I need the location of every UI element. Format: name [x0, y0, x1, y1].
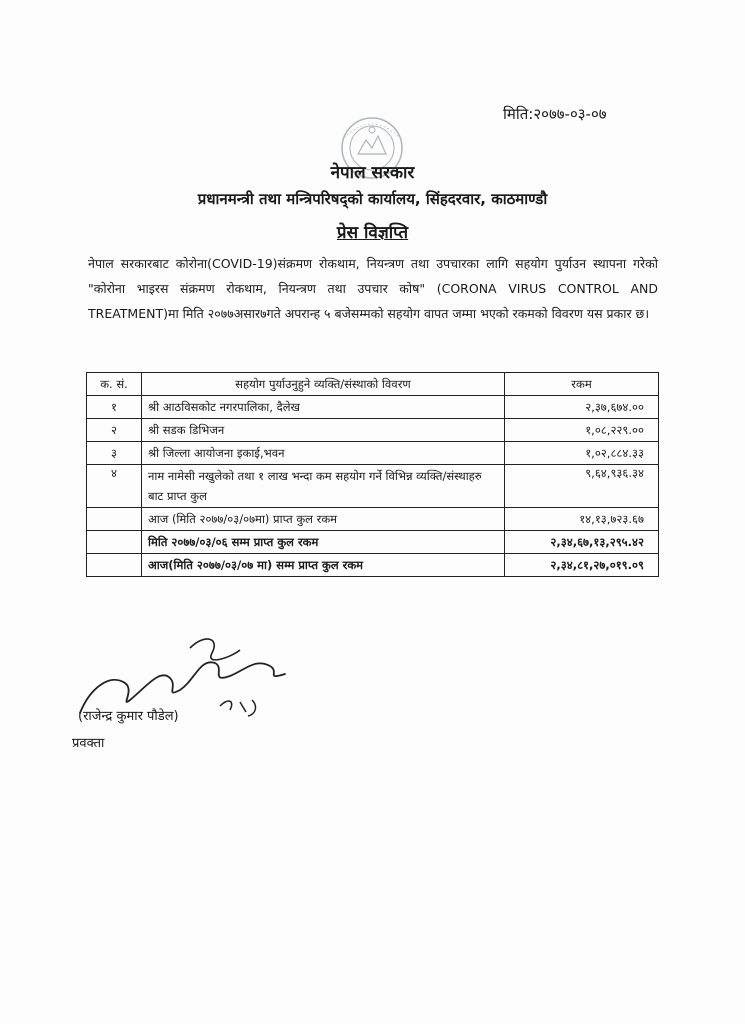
row-amount: १,०८,२२९.०० — [505, 419, 659, 442]
row-sn: १ — [87, 396, 142, 419]
press-release-title: प्रेस विज्ञप्ति — [336, 223, 409, 243]
row-description: श्री सडक डिभिजन — [142, 419, 505, 442]
empty-cell — [87, 531, 142, 554]
table-row — [87, 396, 659, 419]
row-sn: ३ — [87, 442, 142, 465]
table-row — [87, 419, 659, 442]
table-row — [87, 465, 659, 508]
total-amount: २,३४,६७,१३,२९५.४२ — [505, 531, 659, 554]
total-description: आज(मिति २०७७/०३/०७ मा) सम्म प्राप्त कुल रकम — [142, 554, 505, 577]
header-press-release — [0, 220, 745, 243]
header-government: नेपाल सरकार — [330, 163, 415, 183]
row-amount: १,०२,८८४.३३ — [505, 442, 659, 465]
table-row — [87, 442, 659, 465]
total-row-today — [87, 508, 659, 531]
empty-cell — [87, 508, 142, 531]
total-amount: १४,१३,७२३.६७ — [505, 508, 659, 531]
header-sn: क. सं. — [87, 373, 142, 396]
total-row-previous — [87, 531, 659, 554]
row-sn: २ — [87, 419, 142, 442]
table-header-row — [87, 373, 659, 396]
header-office: प्रधानमन्त्री तथा मन्त्रिपरिषद्को कार्यालय, सिंहदरवार, काठमाण्डौ — [197, 190, 548, 208]
row-amount: २,३७,६७४.०० — [505, 396, 659, 419]
header-amount: रकम — [505, 373, 659, 396]
empty-cell — [87, 554, 142, 577]
row-amount: ९,६४,९३६.३४ — [505, 465, 659, 508]
signatory-role: प्रवक्ता — [72, 736, 105, 751]
total-row-cumulative — [87, 554, 659, 577]
header-description: सहयोग पुर्याउनुहुने व्यक्ति/संस्थाको विवरण — [142, 373, 505, 396]
total-description: आज (मिति २०७७/०३/०७मा) प्राप्त कुल रकम — [142, 508, 505, 531]
signatory-name: (राजेन्द्र कुमार पौडेल) — [78, 709, 179, 724]
row-sn: ४ — [87, 465, 142, 508]
row-description: श्री आठविसकोट नगरपालिका, दैलेख — [142, 396, 505, 419]
body-paragraph: नेपाल सरकारबाट कोरोना(COVID-19)संक्रमण रोकथाम, नियन्त्रण तथा उपचारका लागि सहयोग पुर्याउन स्थापना गरेको "कोरोना भाइरस संक्रमण रोकथाम, नियन्त्रण तथा उपचार कोष" (CORONA VIRUS CONTROL AND TREATMENT)मा मिति २०७७असार७गते अपरान्ह ५ बजेसम्मको सहयोग वापत जम्मा भएको रकमको विवरण यस प्रकार छ। — [88, 256, 658, 321]
donation-table — [86, 372, 659, 577]
document-date: मिति:२०७७-०३-०७ — [503, 105, 607, 123]
total-amount: २,३४,८१,२७,०१९.०९ — [505, 554, 659, 577]
row-description: श्री जिल्ला आयोजना इकाई,भवन — [142, 442, 505, 465]
row-description: नाम नामेसी नखुलेको तथा १ लाख भन्दा कम सहयोग गर्ने विभिन्न व्यक्ति/संस्थाहरु बाट प्राप्त कुल — [142, 465, 505, 508]
total-description: मिति २०७७/०३/०६ सम्म प्राप्त कुल रकम — [142, 531, 505, 554]
